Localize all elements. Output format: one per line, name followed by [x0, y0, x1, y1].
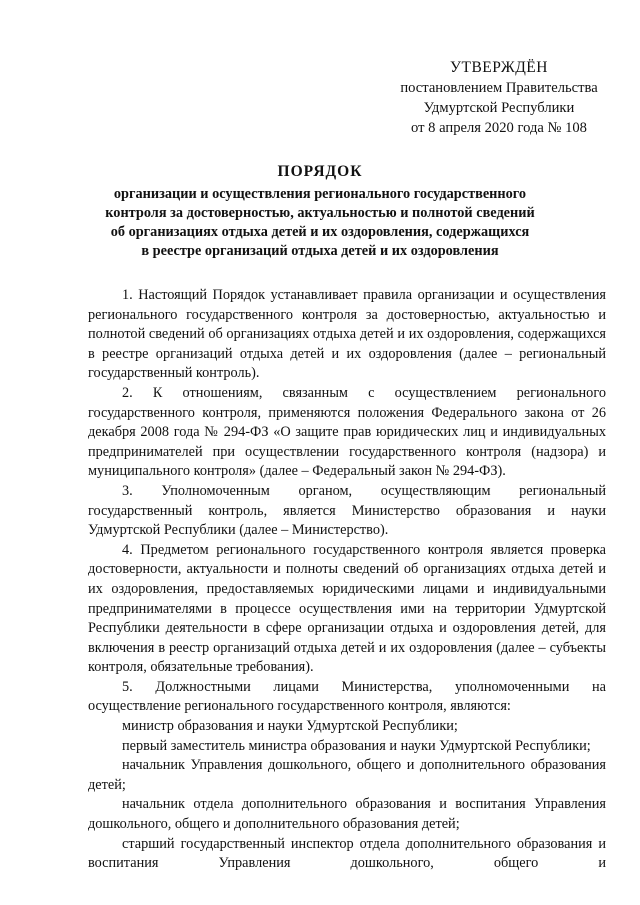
- document-subtitle-line: об организациях отдыха детей и их оздоровления, содержащихся: [110, 224, 530, 240]
- list-item: старший государственный инспектор отдела дополнительного образования и воспитания Управления дошкольного, общего и: [88, 835, 606, 872]
- document-subtitle-line: контроля за достоверностью, актуальностью и полнотой сведений: [105, 205, 535, 221]
- paragraph-3: 3. Уполномоченным органом, осуществляющим региональный государственный контроль, является Министерство образования и науки Удмуртской Республики (далее – Министерство).: [88, 482, 606, 539]
- approval-header: УТВЕРЖДЁН: [450, 59, 548, 76]
- approval-line: от 8 апреля 2020 года № 108: [411, 120, 587, 136]
- list-item: министр образования и науки Удмуртской Республики;: [122, 718, 458, 735]
- paragraph-2: 2. К отношениям, связанным с осуществлением регионального государственного контроля, применяются положения Федерального закона от 26 декабря 2008 года № 294-ФЗ «О защите прав юридических лиц и индивидуальных предпринимателей при осуществлении государственного контроля (надзора) и муниципального контроля» (далее – Федеральный закон № 294-ФЗ).: [88, 384, 606, 480]
- list-item: начальник Управления дошкольного, общего и дополнительного образования детей;: [88, 757, 606, 793]
- list-item: начальник отдела дополнительного образования и воспитания Управления дошкольного, общего и дополнительного образования детей;: [88, 796, 606, 833]
- approval-stamp: [384, 58, 614, 138]
- paragraph-5: 5. Должностными лицами Министерства, уполномоченными на осуществление регионального государственного контроля, являются:: [88, 678, 606, 715]
- document-title: ПОРЯДОК: [277, 163, 363, 180]
- document-title-block: [100, 162, 540, 261]
- document-body: [88, 286, 606, 874]
- approval-line: Удмуртской Республики: [423, 100, 575, 116]
- paragraph-4: 4. Предметом регионального государственного контроля является проверка достоверности, актуальности и полноты сведений об организациях отдыха детей и их оздоровления, предоставляемых юридическими лицами и индивидуальными предпринимателями в процессе осуществления ими на территории Удмуртской Республики деятельности в сфере организации отдыха и оздоровления детей, для включения в реестр организаций отдыха детей и их оздоровления (далее – субъекты контроля, обязательные требования).: [88, 541, 606, 676]
- paragraph-1: 1. Настоящий Порядок устанавливает правила организации и осуществления регионального государственного контроля за достоверностью, актуальностью и полнотой сведений об организациях отдыха детей и их оздоровления, содержащихся в реестре организаций отдыха детей и их оздоровления (далее – региональный государственный контроль).: [88, 287, 606, 382]
- approval-line: постановлением Правительства: [400, 80, 598, 96]
- list-item: первый заместитель министра образования и науки Удмуртской Республики;: [122, 737, 591, 754]
- document-subtitle-line: в реестре организаций отдыха детей и их оздоровления: [141, 243, 499, 259]
- document-subtitle-line: организации и осуществления регионального государственного: [113, 186, 527, 202]
